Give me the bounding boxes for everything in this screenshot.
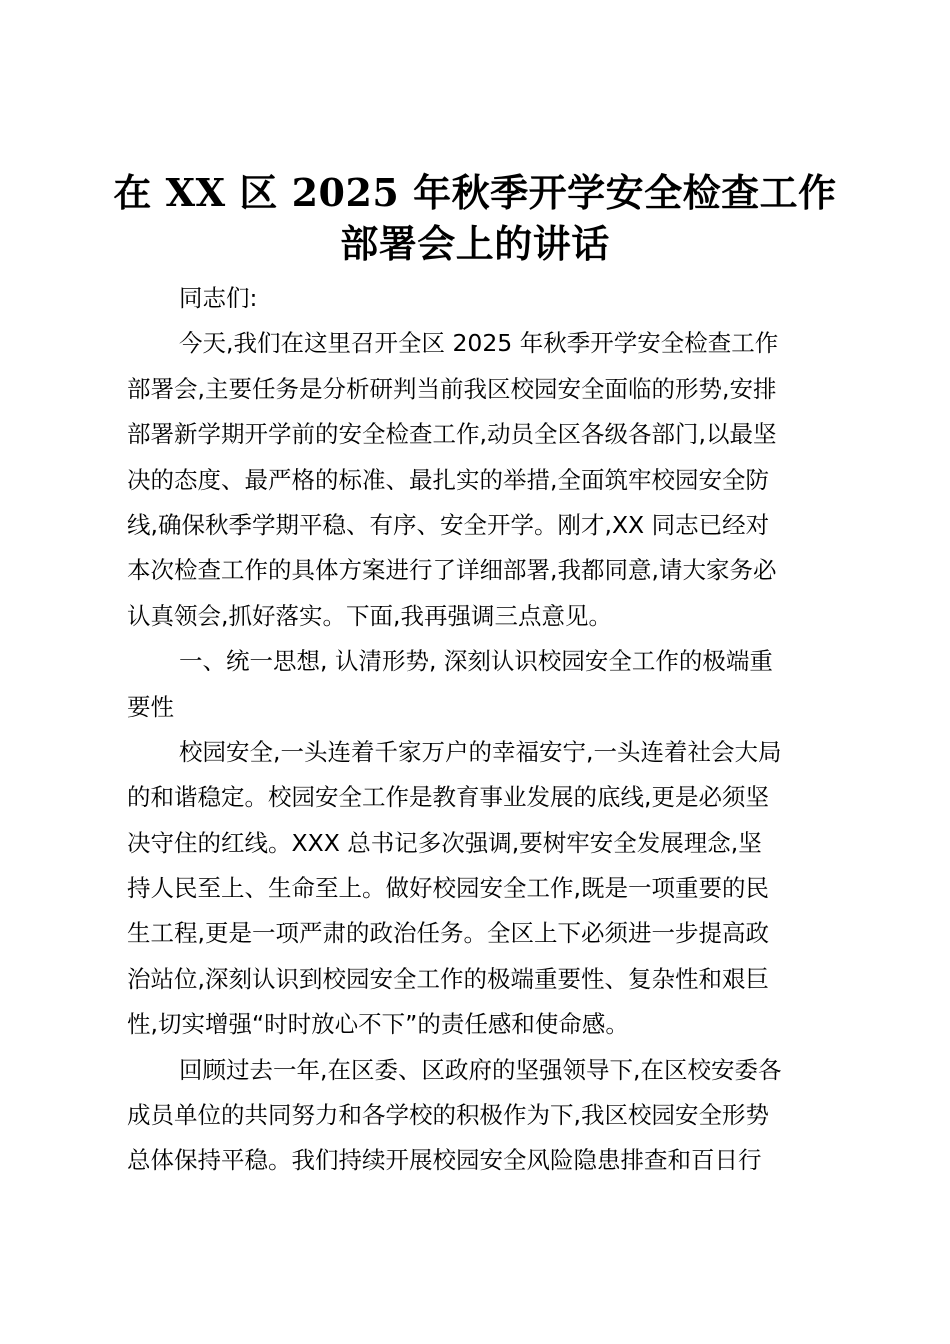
document-title-line-2: 部署会上的讲话: [340, 221, 610, 266]
paragraph-line: 生工程,更是一项严肃的政治任务。全区上下必须进一步提高政: [127, 919, 769, 948]
paragraph-line: 回顾过去一年,在区委、区政府的坚强领导下,在区校安委各: [179, 1055, 782, 1084]
paragraph-line: 决守住的红线。XXX 总书记多次强调,要树牢安全发展理念,坚: [127, 828, 762, 857]
paragraph-line: 治站位,深刻认识到校园安全工作的极端重要性、复杂性和艰巨: [127, 964, 769, 993]
document-title-line-1: 在 XX 区 2025 年秋季开学安全检查工作: [113, 170, 837, 215]
salutation: 同志们:: [179, 284, 258, 312]
paragraph-line: 总体保持平稳。我们持续开展校园安全风险隐患排查和百日行: [127, 1146, 762, 1175]
paragraph-line: 部署会,主要任务是分析研判当前我区校园安全面临的形势,安排: [127, 374, 777, 403]
paragraph-line: 今天,我们在这里召开全区 2025 年秋季开学安全检查工作: [179, 329, 779, 358]
paragraph-line: 的和谐稳定。校园安全工作是教育事业发展的底线,更是必须坚: [127, 783, 769, 812]
paragraph-line: 认真领会,抓好落实。下面,我再强调三点意见。: [127, 601, 612, 630]
paragraph-line: 本次检查工作的具体方案进行了详细部署,我都同意,请大家务必: [127, 556, 777, 585]
paragraph-line: 持人民至上、生命至上。做好校园安全工作,既是一项重要的民: [127, 874, 769, 903]
paragraph-line: 决的态度、最严格的标准、最扎实的举措,全面筑牢校园安全防: [127, 465, 769, 494]
paragraph-line: 部署新学期开学前的安全检查工作,动员全区各级各部门,以最坚: [127, 420, 777, 449]
section-heading-line: 要性: [127, 692, 174, 721]
section-heading-line: 一、统一思想, 认清形势, 深刻认识校园安全工作的极端重: [179, 647, 773, 676]
document-body: [127, 276, 837, 1184]
paragraph-line: 校园安全,一头连着千家万户的幸福安宁,一头连着社会大局: [179, 737, 782, 766]
paragraph-line: 性,切实增强“时时放心不下”的责任感和使命感。: [127, 1010, 629, 1039]
paragraph-line: 线,确保秋季学期平稳、有序、安全开学。刚才,XX 同志已经对: [127, 510, 770, 539]
paragraph-line: 成员单位的共同努力和各学校的积极作为下,我区校园安全形势: [127, 1101, 769, 1130]
